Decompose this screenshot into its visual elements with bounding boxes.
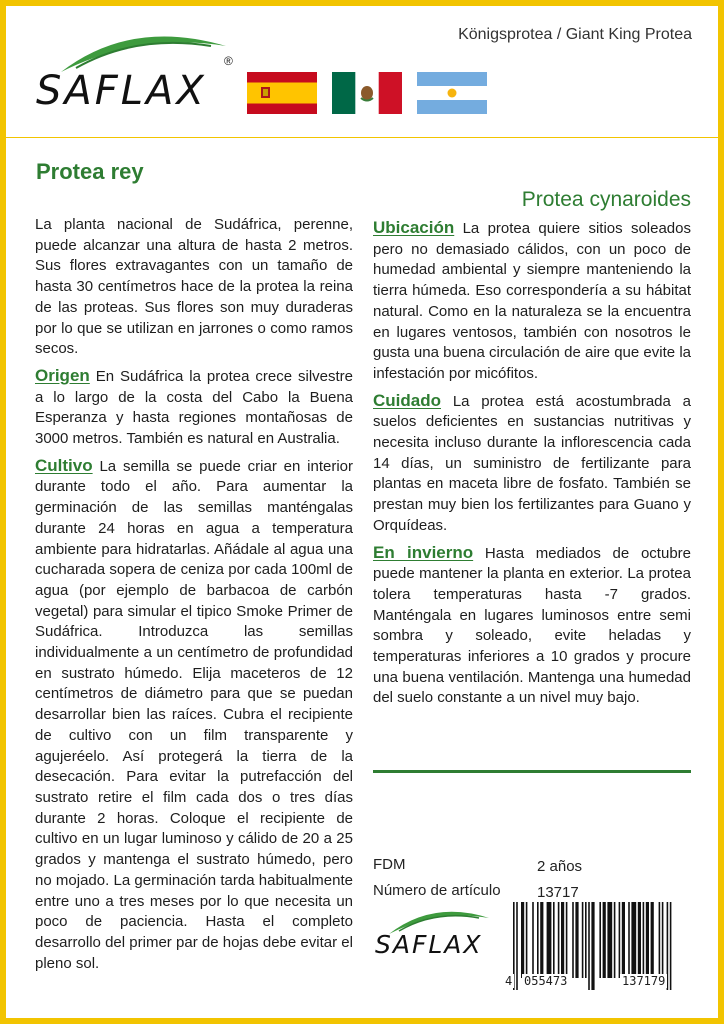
barcode-digits-right: 137179 [622,974,666,988]
article-number-label: Número de artículo [373,882,501,899]
barcode-bar-25 [631,902,636,978]
cultivo-title: Cultivo [35,455,93,475]
cuidado-text: La protea está acostumbrada a suelos deficientes en sustancias nutritivas y necesita incluso durante la inflorescencia cada 14 días, un suministro de fertilizante para plantas en maceta libre de fosfato. También se prestan muy bien los fertilizantes para Guano y Orquídeas. [373,392,691,534]
barcode-bar-24 [628,902,630,978]
barcode-bar-3 [526,902,528,978]
latin-name-title: Protea cynaroides [521,188,691,211]
ubicacion-title: Ubicación [373,218,455,237]
barcode-bar-16 [588,902,590,990]
brand-name: SAFLAX [36,68,207,114]
species-header: Königsprotea / Giant King Protea [458,26,692,43]
barcode-bar-19 [603,902,606,978]
barcode-bar-28 [646,902,649,978]
barcode-bar-5 [537,902,539,978]
ubicacion-section [373,218,691,385]
barcode-bar-26 [638,902,641,978]
barcode-bar-8 [553,902,555,978]
barcode-bar-2 [521,902,524,978]
barcode-bar-30 [659,902,661,978]
barcode-bar-12 [572,902,574,978]
barcode-bar-21 [614,902,616,978]
barcode-bar-17 [591,902,594,990]
barcode-bar-1 [516,902,518,990]
barcode-bar-20 [607,902,612,978]
left-column [35,215,353,980]
header-divider [6,137,718,138]
barcode-bar-14 [582,902,584,978]
section-divider [373,770,691,773]
spain-flag-icon [247,72,317,114]
cultivo-section [35,456,353,975]
cuidado-title: Cuidado [373,390,441,410]
origen-title: Origen [35,365,90,385]
intro-paragraph: La planta nacional de Sudáfrica, perenne, puede alcanzar una altura de hasta 2 metros. Sus flores extravagantes con un tamaño de hasta 30 centímetros hace de la protea la reina de las proteas. Sus flores son muy duraderas por lo que se utilizan en jarrones o como ramos secos. [35,216,353,358]
cuidado-section [373,391,691,537]
brand-name-small: SAFLAX [375,930,483,959]
barcode-bar-9 [558,902,560,978]
argentina-flag-icon [417,72,487,114]
mexico-flag-icon [332,72,402,114]
cultivo-text: La semilla se puede criar en interior durante todo el año. Para aumentar la germinación de las semillas manténgalas durante 24 horas en agua a temperatura ambiente para hidratarlas. Añádale al agua una cucharada sopera de ceniza por cada 100ml de agua (por ejemplo de barbacoa de carbón vegetal) para simular el tipico Smoke Primer de Sudáfrica. Introduzca las semillas individualmente a un centímetro de profundidad en sustrato húmedo. Elija maceteros de 12 centímetros de diámetro para que se puedan desarrollar bien las raíces. Cubra el recipiente de cultivo con un film transparente y agujeréelo. Así protegerá la tierra de la desecación. Para evitar la putrefacción del sustrato retire el film cada dos o tres días durante 2 horas. Coloque el recipiente de cultivo en un lugar luminoso y cálido de 20 a 25 grados y mantenga el sustrato húmedo, pero no mojado. La germinación tarda habitualmente entre uno a tres meses por lo que necesita un poco de paciencia. Hasta el completo desarrollo del primer par de hojas debe evitar el pleno sol. [35,457,353,972]
barcode-bar-4 [532,902,534,978]
common-name-title: Protea rey [36,159,144,184]
barcode-bar-23 [622,902,625,978]
barcode-digits-left: 055473 [524,974,568,988]
barcode-bar-18 [599,902,601,978]
barcode-bar-29 [651,902,654,978]
barcode-bar-11 [566,902,568,978]
fdm-value: 2 años [537,858,583,875]
barcode-bar-33 [670,902,672,990]
article-number-value: 13717 [537,884,579,901]
registered-mark: ® [224,54,233,68]
fdm-label: FDM [373,856,406,873]
barcode-bar-10 [561,902,564,978]
barcode-digit-first: 4 [505,974,513,988]
invierno-text: Hasta mediados de octubre puede mantener la planta en exterior. La protea tolera temperaturas hasta -7 grados. Manténgala en lugares luminosos entre semi sombra y soleado, evite heladas y temperaturas inferiores a 10 grados y procure una buena ventilación. Mantenga una humedad del suelo constante a un nivel muy bajo. [373,544,691,707]
origen-section [35,366,353,450]
barcode-bar-7 [547,902,552,978]
invierno-section [373,543,691,710]
right-column [373,218,691,715]
barcode-bar-31 [662,902,664,978]
origen-text: En Sudáfrica la protea crece silvestre a lo largo de la costa del Cabo la Buena Esperanza y hasta regiones montañosas de 3000 metros. También es natural en Australia. [35,367,354,448]
barcode-bar-13 [575,902,578,978]
brand-logo-small [375,904,500,976]
invierno-title: En invierno [373,542,474,562]
brand-logo [36,24,246,124]
barcode-bar-15 [585,902,587,978]
barcode-bar-27 [643,902,645,978]
barcode-bar-6 [540,902,543,978]
ubicacion-text: La protea quiere sitios soleados pero no demasiado cálidos, con un poco de humedad ambiental y siempre manteniendo la tierra húmeda. Eso correspondería a su hábitat natural. Como en la naturaleza se la encuentra en lugares ventosos, también con nosotros le gusta una buena circulación de aire que evite la infestación por micófitos. [373,220,691,382]
barcode-bar-22 [619,902,621,978]
